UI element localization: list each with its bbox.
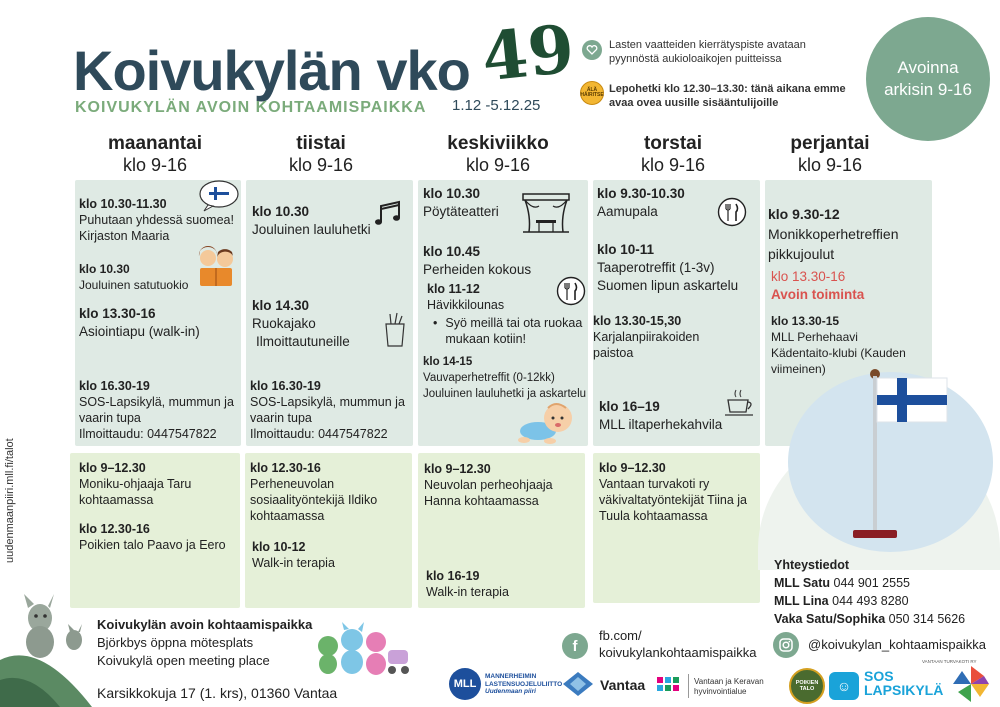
contact-name: MLL Satu — [774, 576, 831, 590]
place-name-en: Koivukylä open meeting place — [97, 653, 270, 668]
event-time: klo 14-15 — [423, 356, 473, 368]
tuesday-bottom-event-2 — [252, 539, 410, 571]
facebook-line2: koivukylankohtaamispaikka — [599, 645, 757, 660]
contact-phone[interactable]: 050 314 5626 — [888, 612, 966, 626]
event-line: Avoin toiminta — [771, 287, 865, 302]
event-line: pikkujoulut — [768, 246, 835, 262]
event-line: väkivaltatyöntekijät Tiina ja — [599, 493, 747, 507]
do-not-disturb-label: ÄLÄ HÄIRITSE — [580, 87, 604, 98]
day-header-thursday — [598, 133, 748, 176]
contact-row — [774, 574, 965, 592]
event-line: Poikien talo Paavo ja Eero — [79, 538, 226, 552]
event-time: klo 13.30-16 — [79, 306, 156, 321]
hyvinvointialue-logo-icon — [655, 675, 681, 697]
contact-phone[interactable]: 044 493 8280 — [832, 594, 909, 608]
poikien-talo-label: POIKIEN TALO — [795, 680, 819, 692]
event-line: sosiaalityöntekijä Ildiko — [250, 493, 378, 507]
event-time: klo 12.30-16 — [79, 522, 150, 536]
day-header-wednesday — [423, 133, 573, 176]
event-line: Aamupala — [597, 204, 658, 219]
contact-row — [774, 592, 965, 610]
event-time: klo 16.30-19 — [250, 379, 321, 393]
cartoon-animals-icon — [312, 620, 412, 676]
side-url[interactable]: uudenmaanpiiri.mll.fi/talot — [4, 438, 16, 563]
day-name: tiistai — [296, 133, 346, 154]
finnish-flag-pole-icon — [845, 366, 955, 546]
facebook-icon[interactable]: f — [562, 633, 588, 659]
tuesday-bottom-event-1 — [250, 460, 410, 524]
wednesday-bottom-event-2 — [426, 568, 584, 600]
event-line: SOS-Lapsikylä, mummun ja — [79, 395, 234, 409]
mll-text — [485, 673, 562, 696]
wednesday-event-2 — [423, 243, 583, 279]
mll-line2: LASTENSUOJELULIITTO — [485, 680, 563, 688]
mll-line3: Uudenmaan piiri — [485, 688, 536, 695]
mll-line1: MANNERHEIMIN — [485, 673, 537, 680]
turvakoti-label: VANTAAN TURVAKOTI RY — [922, 659, 977, 664]
friday-event-1 — [768, 204, 930, 264]
day-hours: klo 9-16 — [465, 155, 531, 175]
event-time: klo 16-19 — [426, 569, 480, 583]
event-time: klo 10.30 — [252, 204, 310, 219]
event-line: Puhutaan yhdessä suomea! — [79, 213, 234, 227]
day-name: perjantai — [790, 133, 870, 154]
event-line: MLL iltaperhekahvila — [599, 417, 723, 432]
day-name: torstai — [643, 133, 703, 154]
instagram-icon[interactable] — [773, 632, 799, 658]
thursday-event-3 — [593, 313, 753, 361]
event-time: klo 12.30-16 — [250, 461, 321, 475]
event-time: klo 13.30-16 — [771, 269, 846, 284]
wednesday-event-4 — [423, 354, 593, 402]
event-line: Walk-in terapia — [252, 556, 335, 570]
facebook-link[interactable] — [599, 627, 757, 661]
event-time: klo 10-12 — [252, 540, 306, 554]
event-time: klo 14.30 — [252, 298, 310, 313]
mll-logo — [449, 668, 481, 700]
heart-icon — [582, 40, 602, 60]
music-notes-icon — [373, 200, 405, 230]
hyvinvointialue-line1: Vantaan ja Keravan — [694, 677, 764, 686]
day-name: maanantai — [108, 133, 202, 154]
contacts-heading: Yhteystiedot — [774, 558, 850, 572]
event-bullet-text: Syö meillä tai ota ruokaa mukaan kotiin! — [445, 316, 583, 346]
event-line: Asiointiapu (walk-in) — [79, 324, 200, 339]
do-not-disturb-icon — [580, 81, 604, 105]
sos-lapsikyla-text — [864, 669, 943, 697]
event-line: Ruokajako — [252, 316, 316, 331]
notice-rest-hour: Lepohetki klo 12.30–13.30: tänä aikana emme avaa ovea uusille sisääntulijoille — [609, 83, 846, 109]
event-line: Perheneuvolan — [250, 477, 335, 491]
event-line: Kädentaito-klubi (Kauden — [771, 346, 906, 360]
friday-event-2 — [771, 268, 929, 304]
mll-logo-short: MLL — [453, 678, 477, 690]
day-hours: klo 9-16 — [122, 155, 188, 175]
event-line: Taaperotreffit (1-3v) — [597, 260, 715, 275]
event-line: Tuula kohtaamassa — [599, 509, 708, 523]
event-time: klo 13.30-15,30 — [593, 314, 682, 328]
event-line: Jouluinen lauluhetki — [252, 222, 371, 237]
poikien-talo-logo — [789, 668, 825, 704]
monday-event-3 — [79, 305, 239, 341]
puppet-theatre-icon — [521, 192, 571, 234]
wednesday-bottom-event-1 — [424, 461, 584, 509]
event-time: klo 10.30 — [79, 262, 130, 276]
event-line: Perheiden kokous — [423, 262, 532, 277]
sos-lapsikyla-icon: ☺ — [829, 672, 859, 700]
tuesday-event-2 — [252, 297, 402, 351]
cutlery-icon — [717, 197, 747, 227]
finland-speech-icon — [198, 180, 240, 212]
event-line: Pöytäteatteri — [423, 204, 499, 219]
event-line: Ilmoittaudu: 0447547822 — [79, 427, 217, 441]
logo-divider — [688, 674, 689, 698]
page-title: Koivukylän vko — [73, 39, 470, 102]
place-name-sv: Björkbys öppna mötesplats — [97, 635, 254, 650]
event-time: klo 9.30-10.30 — [597, 186, 685, 201]
event-time: klo 10-11 — [597, 242, 655, 257]
event-line: vaarin tupa — [250, 411, 312, 425]
cutlery-icon — [556, 276, 586, 306]
open-hours-line1: Avoinna — [897, 58, 959, 77]
tuesday-event-3 — [250, 378, 410, 442]
day-header-tuesday — [246, 133, 396, 176]
monday-bottom-event-2 — [79, 521, 237, 553]
event-time: klo 10.30 — [423, 186, 481, 201]
event-line: MLL Perhehaavi — [771, 330, 858, 344]
day-hours: klo 9-16 — [797, 155, 863, 175]
event-line: Vauvaperhetreffit (0-12kk) — [423, 372, 555, 384]
event-line: Kirjaston Maaria — [79, 229, 170, 243]
event-line: Monikkoperhetreffien — [768, 226, 899, 242]
sos-line2: LAPSIKYLÄ — [864, 682, 944, 698]
facebook-line1: fb.com/ — [599, 628, 642, 643]
hyvinvointialue-line2: hyvinvointialue — [694, 687, 747, 696]
day-hours: klo 9-16 — [288, 155, 354, 175]
notice-recycling: Lasten vaatteiden kierrätyspiste avataan pyynnöstä aukioloaikojen puitteissa — [609, 39, 806, 65]
sos-line1: SOS — [864, 668, 894, 684]
event-bullet: • Syö meillä tai ota ruokaa mukaan kotiin! — [427, 315, 585, 347]
event-line: Ilmoittautuneille — [256, 334, 350, 349]
event-time: klo 16.30-19 — [79, 379, 150, 393]
day-hours: klo 9-16 — [640, 155, 706, 175]
contacts-block — [774, 556, 965, 628]
thursday-bottom-event-1 — [599, 460, 757, 524]
instagram-link[interactable]: @koivukylan_kohtaamispaikka — [808, 637, 986, 652]
event-line: Jouluinen lauluhetki ja askartelu — [423, 388, 587, 400]
footer-address: Karsikkokuja 17 (1. krs), 01360 Vantaa — [97, 685, 338, 701]
reading-children-icon — [194, 246, 238, 290]
day-header-friday — [755, 133, 905, 176]
page-subtitle: KOIVUKYLÄN AVOIN KOHTAAMISPAIKKA — [75, 99, 427, 116]
open-hours-badge — [866, 17, 990, 141]
contact-name: MLL Lina — [774, 594, 829, 608]
monday-bottom-event-1 — [79, 460, 237, 508]
event-line: paistoa — [593, 346, 634, 360]
contact-row — [774, 610, 965, 628]
event-line: Suomen lipun askartelu — [597, 278, 739, 293]
event-line: Ilmoittaudu: 0447547822 — [250, 427, 388, 441]
contact-name: Vaka Satu/Sophika — [774, 612, 886, 626]
open-hours-line2: arkisin 9-16 — [884, 80, 972, 99]
hyvinvointialue-text — [694, 677, 764, 697]
grocery-bag-icon — [383, 312, 407, 348]
event-line: vaarin tupa — [79, 411, 141, 425]
event-line: Moniku-ohjaaja Taru — [79, 477, 192, 491]
event-line: Walk-in terapia — [426, 585, 509, 599]
squirrel-hill-icon — [0, 590, 92, 707]
event-line: viimeinen) — [771, 362, 826, 376]
event-time: klo 10.30-11.30 — [79, 197, 167, 211]
vantaa-logo-text: Vantaa — [600, 677, 646, 693]
event-line: Hävikkilounas — [427, 298, 505, 312]
event-time: klo 16–19 — [599, 399, 660, 414]
turvakoti-pinwheel-icon — [950, 664, 992, 704]
event-time: klo 9.30-12 — [768, 206, 840, 222]
day-name: keskiviikko — [447, 133, 549, 154]
monday-event-4 — [79, 378, 239, 442]
event-line: Jouluinen satutuokio — [79, 278, 189, 292]
place-name-fi: Koivukylän avoin kohtaamispaikka — [97, 617, 313, 632]
event-line: SOS-Lapsikylä, mummun ja — [250, 395, 405, 409]
event-line: kohtaamassa — [250, 509, 325, 523]
crawling-baby-icon — [516, 398, 576, 446]
event-line: Hanna kohtaamassa — [424, 494, 539, 508]
week-number: 49 — [478, 9, 578, 97]
contact-phone[interactable]: 044 901 2555 — [833, 576, 910, 590]
event-line: Neuvolan perheohjaaja — [424, 478, 553, 492]
event-line: kohtaamassa — [79, 493, 154, 507]
coffee-cup-icon — [724, 388, 758, 418]
vantaa-logo-icon — [561, 670, 595, 698]
event-line: Vantaan turvakoti ry — [599, 477, 710, 491]
event-time: klo 9–12.30 — [424, 462, 491, 476]
event-time: klo 10.45 — [423, 244, 481, 259]
thursday-event-2 — [597, 241, 757, 295]
event-time: klo 11-12 — [427, 282, 480, 296]
day-header-monday — [80, 133, 230, 176]
event-time: klo 13.30-15 — [771, 314, 840, 328]
event-time: klo 9–12.30 — [79, 461, 146, 475]
event-time: klo 9–12.30 — [599, 461, 666, 475]
event-line: Karjalanpiirakoiden — [593, 330, 700, 344]
week-dates: 1.12 -5.12.25 — [452, 97, 541, 114]
